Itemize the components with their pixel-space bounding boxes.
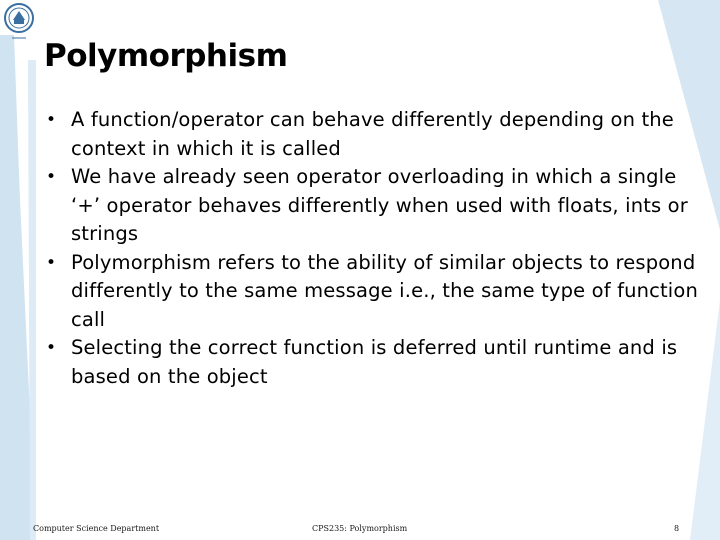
bullet-text: A function/operator can behave differently depending on the context in which it is called	[71, 108, 674, 160]
bullet-item	[46, 334, 711, 391]
bullet-marker: •	[46, 338, 57, 358]
footer-course: CPS235: Polymorphism	[312, 524, 408, 533]
bullet-text: Polymorphism refers to the ability of similar objects to respond differently to the same message i.e., the same type of function call	[71, 250, 698, 331]
bullet-item	[46, 249, 711, 335]
bullet-marker: •	[46, 252, 57, 273]
footer-page-number: 8	[674, 524, 680, 533]
university-seal-icon	[2, 2, 36, 44]
bullet-item	[46, 163, 711, 249]
footer-department: Computer Science Department	[33, 524, 160, 533]
bullet-item	[46, 106, 711, 163]
bullet-marker: •	[46, 167, 57, 187]
bullet-marker: •	[46, 110, 57, 130]
slide-title: Polymorphism	[44, 38, 288, 74]
bullet-list	[46, 106, 711, 391]
bullet-text: We have already seen operator overloading in which a single ‘+’ operator behaves differently when used with floats, ints or strings	[71, 165, 688, 245]
bullet-text: Selecting the correct function is deferred until runtime and is based on the object	[71, 336, 678, 388]
